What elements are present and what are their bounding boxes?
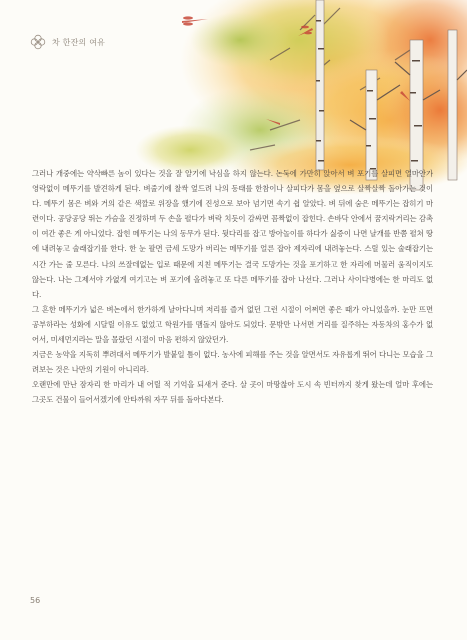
flower-emblem-icon [30,34,46,50]
essay-body [32,166,433,408]
paragraph: 그러나 개중에는 약삭빠른 놈이 있다는 것을 잘 알기에 낙심을 하지 않는다. 논둑에 가만히 앉아서 벼 포기를 살피면 얼마안가 영락없이 메뚜기를 발견하게 된다. 벼줄기에 찰싹 엎드려 나의 동태를 한참이나 살피다가 몸을 옆으로 살짝살짝 돌아가는 것이다. 메뚜기 몸은 벼와 거의 같은 색깔로 위장을 했기에 진성으로 보아 넘기면 속기 쉽 알았다. 벼 뒤에 숨은 메뚜기는 잡히기 마련이다. 공당공당 뛰는 가슴을 진정하며 두 손을 펼다가 벼락 치듯이 감싸면 꼼짝없이 잡힌다. 손바닥 안에서 꿈지락거리는 감촉이 여간 좋은 게 아니었다. 잡힌 메뚜기는 나의 동무가 된다. 뒷다리를 잡고 방아놀이를 하다가 싫증이 나면 날개를 반쯤 펼쳐 땅에 내려놓고 술래잡기를 한다. 한 눈 팔면 금세 도망가 버리는 메뚜기를 얼른 잡아 제자리에 내려놓는다. 스릴 있는 술래잡기는 시간 가는 줄 모른다. 나의 쓰잘데없는 입로 때문에 지친 메뚜기는 결국 도망가는 것을 포기하고 한 자리에 머물러 움직이지도 않는다. 나는 그제서야 가엾게 여기고는 벼 포기에 올려놓고 또 다른 메뚜기를 잡아 나선다. 그러나 사이다병에는 한 마리도 없다. [32,169,433,299]
page-number: 56 [30,596,41,605]
running-header [30,34,105,50]
header-title: 차 한잔의 여유 [52,37,106,47]
paragraph: 오랜만에 만난 잠자리 한 마리가 내 어릴 적 기억을 되새겨 준다. 살 곳이 마땅찮아 도시 속 빈터까지 찾게 왔는데 얼마 후에는 그곳도 건물이 들어서겠기에 안타까워 자꾸 뒤를 돌아다본다. [32,380,433,405]
paragraph: 그 흔한 메뚜기가 넓은 벼논에서 한가하게 날아다니며 저리를 즐겨 없던 그런 시절이 어쩌면 좋은 때가 아니었을까. 눈만 뜨면 공부하라는 성화에 시달릴 이유도 없었고 학원가를 맴돌지 않아도 되었다. 문밖만 나서면 거리를 질주하는 자동차의 홍수가 없어서, 미세먼지라는 말을 몰랐던 시절이 마음 편하지 않았던가. [32,304,433,345]
paragraph: 지금은 농약을 지독히 뿌려대서 메뚜기가 발붙일 틈이 없다. 농사에 피해를 주는 것을 알면서도 자유롭게 뛰어 다니는 모습을 그려보는 것은 나만의 기원이 아니리라. [32,350,433,375]
